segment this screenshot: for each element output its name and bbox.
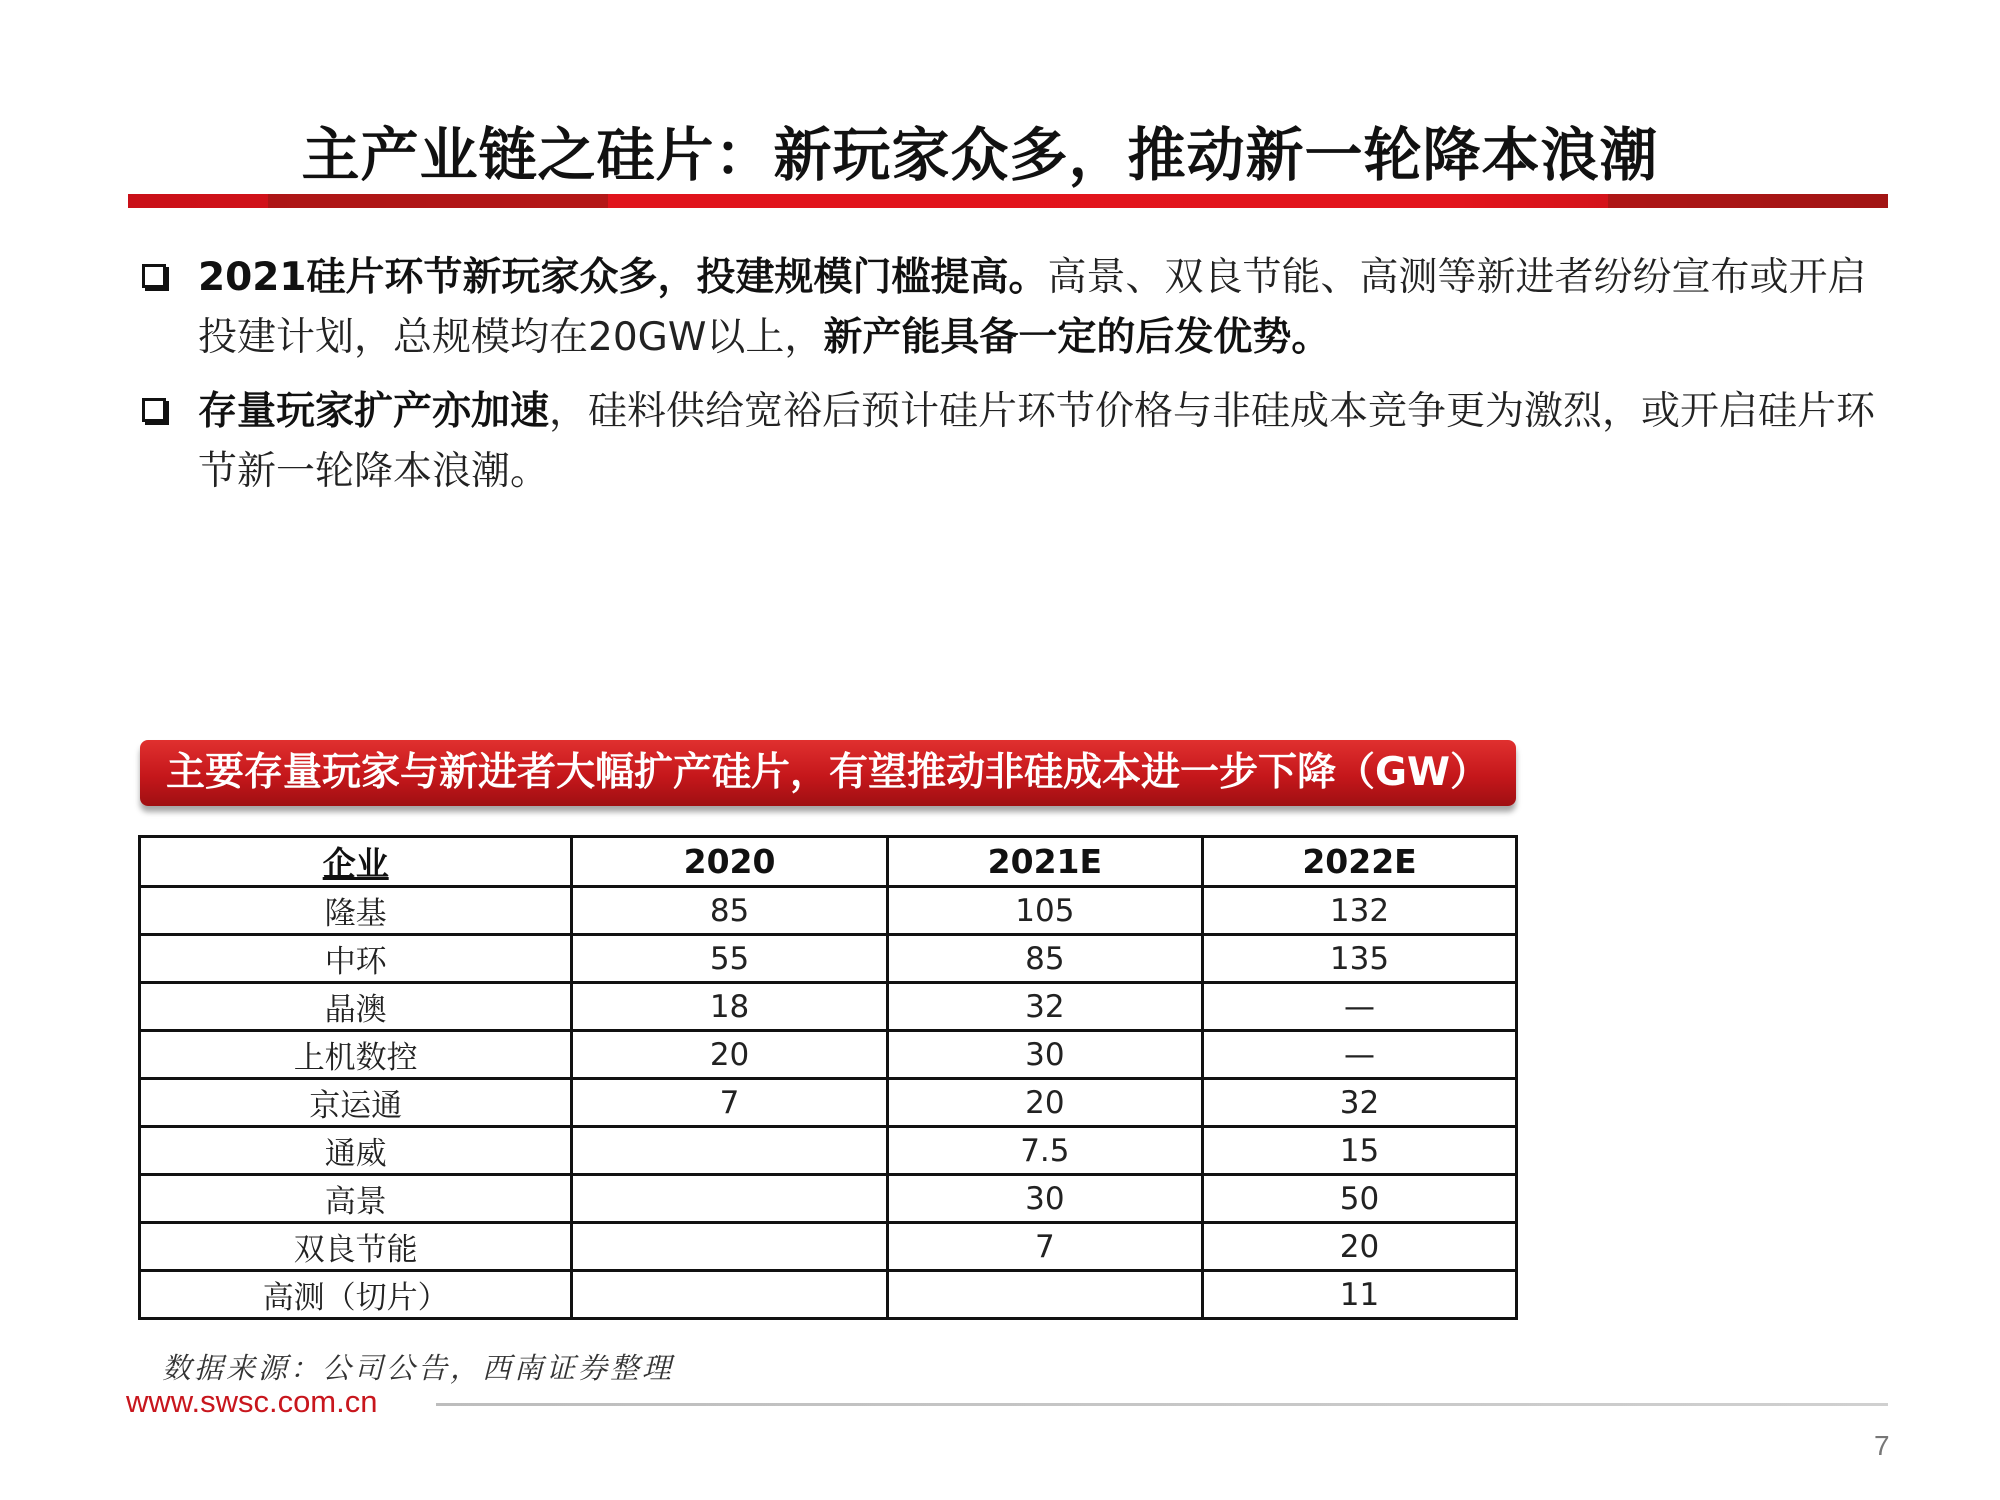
cell-company: 高景: [140, 1175, 572, 1223]
cell-2021e: 85: [887, 935, 1202, 983]
footer-divider: [436, 1403, 1888, 1406]
cell-2022e: 11: [1203, 1271, 1517, 1319]
cell-2022e: —: [1203, 1031, 1517, 1079]
cell-2020: 85: [572, 887, 887, 935]
cell-2021e: 30: [887, 1175, 1202, 1223]
capacity-table: [138, 835, 1518, 1320]
bullet-1-bold-lead: 2021硅片环节新玩家众多，投建规模门槛提高。: [198, 255, 1048, 300]
cell-2020: [572, 1271, 887, 1319]
cell-2022e: —: [1203, 983, 1517, 1031]
cell-company: 隆基: [140, 887, 572, 935]
col-header-2021e: 2021E: [887, 837, 1202, 887]
table-caption-banner: 主要存量玩家与新进者大幅扩产硅片，有望推动非硅成本进一步下降（GW）: [140, 740, 1516, 806]
bullet-item-2: [138, 382, 1878, 502]
table-row: [140, 1223, 1517, 1271]
cell-2022e: 135: [1203, 935, 1517, 983]
title-bar-shade-left: [268, 194, 608, 208]
bullet-item-1: [138, 248, 1878, 368]
cell-company: 中环: [140, 935, 572, 983]
table-row: [140, 1271, 1517, 1319]
cell-2020: 20: [572, 1031, 887, 1079]
table-row: [140, 983, 1517, 1031]
cell-2022e: 15: [1203, 1127, 1517, 1175]
cell-2022e: 50: [1203, 1175, 1517, 1223]
table-header-row: [140, 837, 1517, 887]
footer-url-link[interactable]: www.swsc.com.cn: [126, 1384, 378, 1419]
cell-2021e: 20: [887, 1079, 1202, 1127]
checkbox-bullet-icon: [142, 264, 166, 288]
cell-company: 高测（切片）: [140, 1271, 572, 1319]
cell-company: 晶澳: [140, 983, 572, 1031]
cell-2020: 7: [572, 1079, 887, 1127]
cell-2020: [572, 1223, 887, 1271]
checkbox-bullet-icon: [142, 398, 166, 422]
title-underline-bar: [128, 194, 1888, 208]
cell-2022e: 132: [1203, 887, 1517, 935]
cell-company: 京运通: [140, 1079, 572, 1127]
cell-2020: 18: [572, 983, 887, 1031]
cell-2021e: 7.5: [887, 1127, 1202, 1175]
table-row: [140, 935, 1517, 983]
cell-2021e: 30: [887, 1031, 1202, 1079]
cell-2022e: 20: [1203, 1223, 1517, 1271]
cell-2020: [572, 1127, 887, 1175]
bullet-2-text: ，硅料供给宽裕后预计硅片环节价格与非硅成本竞争更为激烈，或开启硅片环节新一轮降本浪潮。: [198, 389, 1876, 494]
cell-2021e: 32: [887, 983, 1202, 1031]
cell-company: 通威: [140, 1127, 572, 1175]
table-row: [140, 1079, 1517, 1127]
bullet-1-text: 高景、双良节能、高测等新进者纷纷宣布或开启投建计划，总规模均在20GW以上，: [198, 255, 1867, 360]
cell-2020: 55: [572, 935, 887, 983]
data-source-note: 数据来源：公司公告，西南证券整理: [162, 1351, 675, 1385]
cell-2022e: 32: [1203, 1079, 1517, 1127]
bullet-2-bold-lead: 存量玩家扩产亦加速: [198, 389, 550, 434]
cell-2021e: [887, 1271, 1202, 1319]
bullet-list: [138, 248, 1878, 516]
col-header-2020: 2020: [572, 837, 887, 887]
table-row: [140, 1175, 1517, 1223]
cell-company: 双良节能: [140, 1223, 572, 1271]
table-row: [140, 1031, 1517, 1079]
page-title: 主产业链之硅片：新玩家众多，推动新一轮降本浪潮: [301, 121, 1659, 189]
table-row: [140, 887, 1517, 935]
cell-2021e: 105: [887, 887, 1202, 935]
table-row: [140, 1127, 1517, 1175]
title-bar-shade-right: [1608, 194, 1888, 208]
col-header-2022e: 2022E: [1203, 837, 1517, 887]
col-header-company: 企业: [140, 837, 572, 887]
cell-2021e: 7: [887, 1223, 1202, 1271]
cell-2020: [572, 1175, 887, 1223]
page-number: 7: [1874, 1430, 1890, 1461]
bullet-1-bold-tail: 新产能具备一定的后发优势。: [823, 315, 1331, 360]
cell-company: 上机数控: [140, 1031, 572, 1079]
